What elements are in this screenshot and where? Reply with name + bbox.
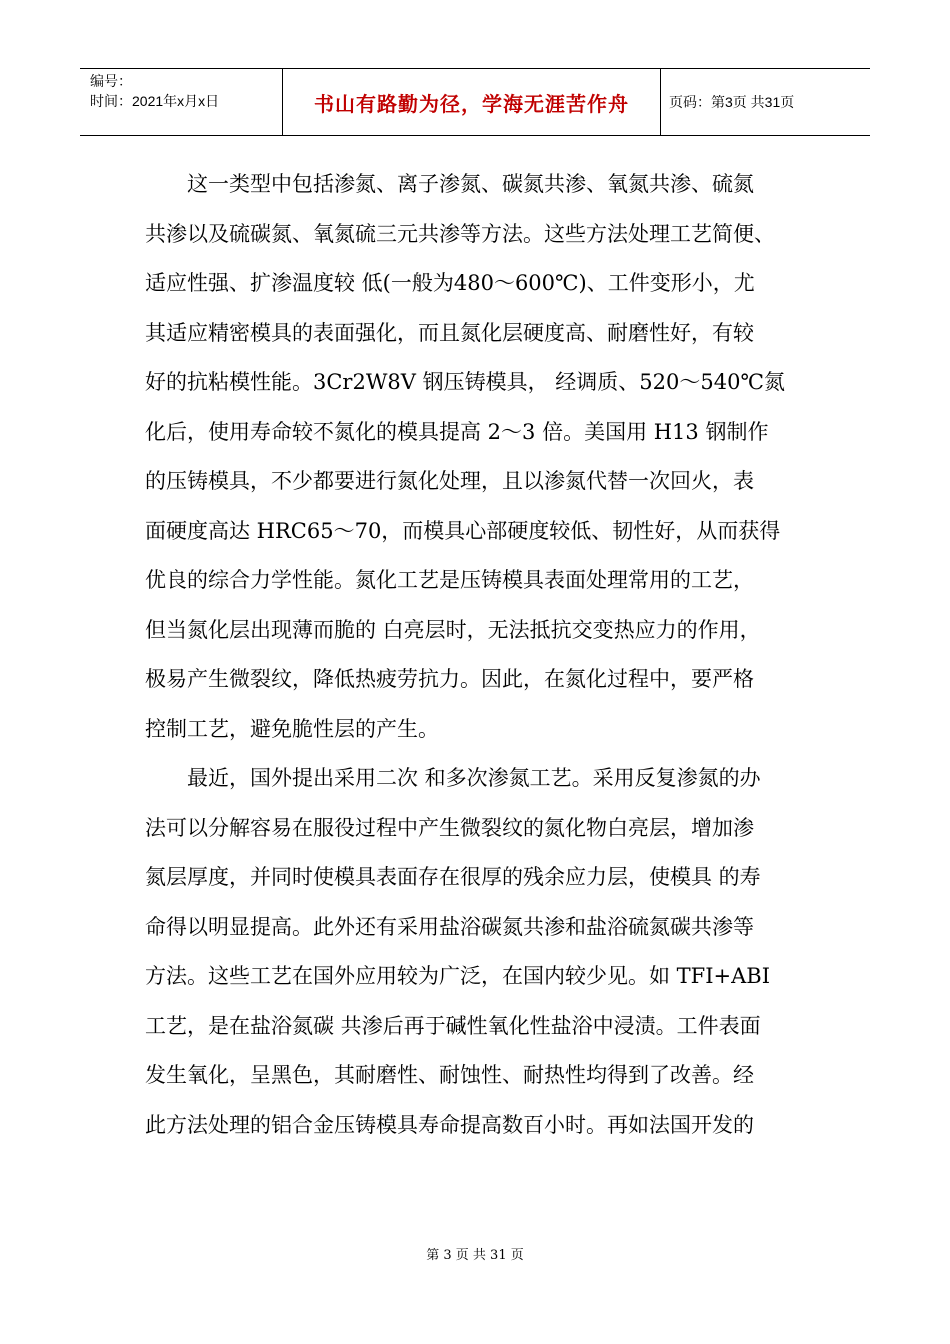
text-line: 共渗以及硫碳氮、氧氮硫三元共渗等方法。这些方法处理工艺简便、 (145, 221, 775, 246)
number-label: 编号： (90, 73, 132, 89)
paragraph-multi-nitriding (145, 754, 815, 1150)
text-line: 发生氧化，呈黑色，其耐磨性、耐蚀性、耐热性均得到了改善。经 (145, 1063, 754, 1087)
text-line: 好的抗粘模性能。3Cr2W8V 钢压铸模具， 经调质、520～540℃氮 (145, 370, 785, 394)
text-line: 适应性强、扩渗温度较 低(一般为480～600℃)、工件变形小，尤 (145, 271, 755, 295)
text-line: 氮层厚度，并同时使模具表面存在很厚的残余应力层，使模具 的寿 (145, 865, 761, 889)
header-meta (80, 69, 283, 135)
text-line: 极易产生微裂纹，降低热疲劳抗力。因此，在氮化过程中，要严格 (145, 667, 754, 691)
motto-text: 书山有路勤为径，学海无涯苦作舟 (314, 91, 629, 116)
body-text (145, 160, 815, 1150)
document-header (80, 68, 870, 136)
paragraph-nitriding (145, 160, 815, 754)
text-line: 这一类型中包括渗氮、离子渗氮、碳氮共渗、氧氮共渗、硫氮 (187, 172, 754, 196)
header-page-cell (661, 69, 870, 135)
page-footer: 第 3 页 共 31 页 (426, 1248, 524, 1263)
text-line: 方法。这些工艺在国外应用较为广泛，在国内较少见。如 TFI+ABI (145, 964, 771, 988)
text-line: 但当氮化层出现薄而脆的 白亮层时，无法抵抗交变热应力的作用， (145, 617, 761, 642)
page-info: 页码：第3页 共31页 (669, 94, 795, 110)
text-line: 此方法处理的铝合金压铸模具寿命提高数百小时。再如法国开发的 (145, 1112, 754, 1137)
header-motto-cell (283, 69, 661, 135)
text-line: 法可以分解容易在服役过程中产生微裂纹的氮化物白亮层，增加渗 (145, 815, 754, 840)
text-line: 其适应精密模具的表面强化，而且氮化层硬度高、耐磨性好，有较 (145, 320, 754, 345)
text-line: 优良的综合力学性能。氮化工艺是压铸模具表面处理常用的工艺， (145, 568, 754, 592)
time-label: 时间：2021年x月x日 (90, 93, 220, 109)
text-line: 最近，国外提出采用二次 和多次渗氮工艺。采用反复渗氮的办 (187, 766, 761, 790)
text-line: 面硬度高达 HRC65～70，而模具心部硬度较低、韧性好，从而获得 (145, 518, 781, 543)
text-line: 的压铸模具，不少都要进行氮化处理，且以渗氮代替一次回火，表 (145, 469, 754, 493)
text-line: 控制工艺，避免脆性层的产生。 (145, 716, 439, 741)
text-line: 工艺，是在盐浴氮碳 共渗后再于碱性氧化性盐浴中浸渍。工件表面 (145, 1013, 761, 1038)
text-line: 化后，使用寿命较不氮化的模具提高 2～3 倍。美国用 H13 钢制作 (145, 419, 769, 444)
text-line: 命得以明显提高。此外还有采用盐浴碳氮共渗和盐浴硫氮碳共渗等 (145, 914, 754, 939)
